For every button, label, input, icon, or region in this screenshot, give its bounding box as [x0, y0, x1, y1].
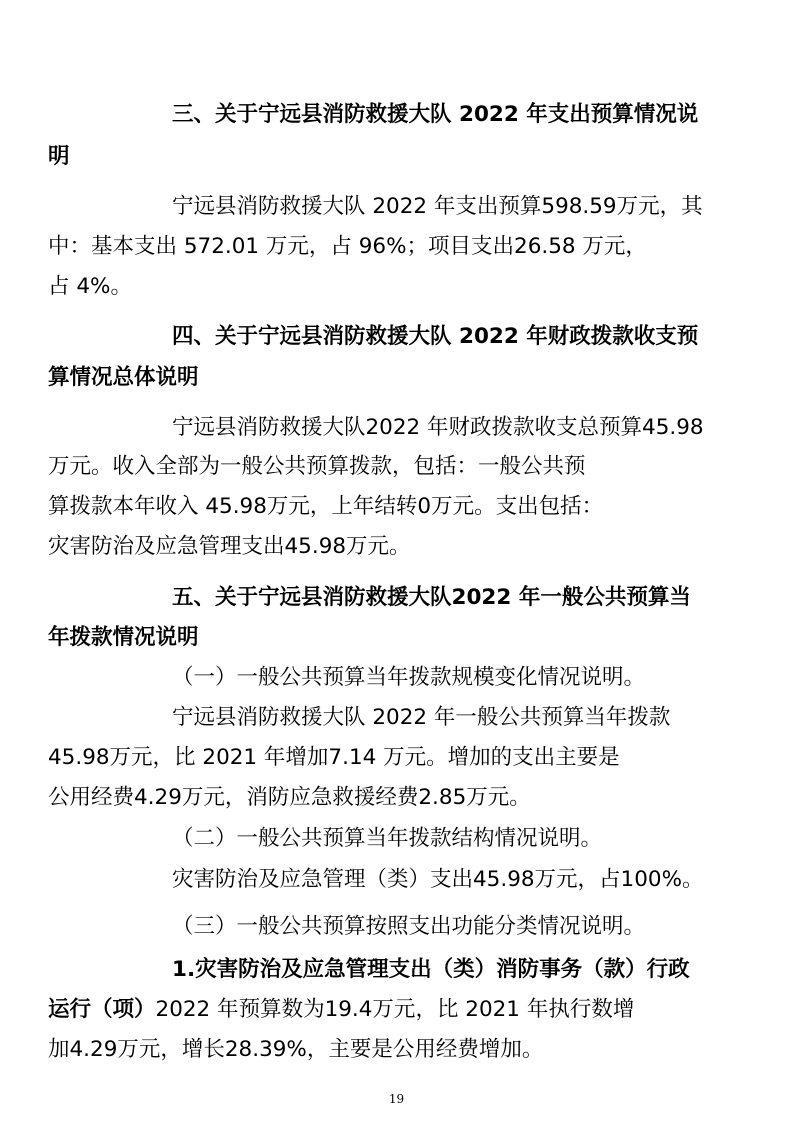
section-4-paragraph-line-1: 宁远县消防救援大队2022 年财政拨款收支总预算45.98 — [172, 415, 704, 440]
item-1-paragraph-text: 2022 年预算数为19.4万元，比 2021 年执行数增 — [155, 997, 635, 1022]
item-1-paragraph-line-1 — [48, 996, 644, 1024]
section-3-paragraph-line-2: 中：基本支出 572.01 万元，占 96%；项目支出26.58 万元， — [48, 234, 647, 259]
subsection-1-title: （一）一般公共预算当年拨款规模变化情况说明。 — [172, 665, 646, 690]
section-4-heading-line-1: 四、关于宁远县消防救援大队 2022 年财政拨款收支预 — [172, 324, 699, 349]
item-1-heading-continued: 运行（项） — [48, 997, 156, 1022]
section-3-paragraph-line-1: 宁远县消防救援大队 2022 年支出预算598.59万元，其 — [172, 194, 703, 219]
subsection-1-paragraph-line-2: 45.98万元，比 2021 年增加7.14 万元。增加的支出主要是 — [48, 745, 620, 770]
section-3-heading-line-1: 三、关于宁远县消防救援大队 2022 年支出预算情况说 — [172, 102, 699, 127]
subsection-3-title: （三）一般公共预算按照支出功能分类情况说明。 — [172, 914, 646, 939]
section-4-heading-line-2: 算情况总体说明 — [48, 365, 199, 390]
subsection-1-paragraph-line-1: 宁远县消防救援大队 2022 年一般公共预算当年拨款 — [172, 705, 671, 730]
section-4-paragraph-line-2: 万元。收入全部为一般公共预算拨款，包括：一般公共预 — [48, 454, 586, 479]
section-4-paragraph-line-3: 算拨款本年收入 45.98万元，上年结转0万元。支出包括： — [48, 494, 604, 519]
section-5-heading-line-1: 五、关于宁远县消防救援大队2022 年一般公共预算当 — [172, 585, 691, 610]
subsection-2-paragraph: 灾害防治及应急管理（类）支出45.98万元，占100%。 — [172, 867, 704, 892]
page-number: 19 — [388, 1092, 405, 1106]
section-5-heading-line-2: 年拨款情况说明 — [48, 625, 199, 650]
subsection-2-title: （二）一般公共预算当年拨款结构情况说明。 — [172, 826, 603, 851]
subsection-1-paragraph-line-3: 公用经费4.29万元，消防应急救援经费2.85万元。 — [48, 785, 531, 810]
section-3-paragraph-line-3: 占 4%。 — [48, 274, 132, 299]
item-1-heading: 1.灾害防治及应急管理支出（类）消防事务（款）行政 — [172, 957, 690, 982]
section-3-heading-line-2: 明 — [48, 144, 70, 169]
item-1-paragraph-line-2: 加4.29万元，增长28.39%，主要是公用经费增加。 — [48, 1037, 544, 1062]
section-4-paragraph-line-4: 灾害防治及应急管理支出45.98万元。 — [48, 534, 411, 559]
